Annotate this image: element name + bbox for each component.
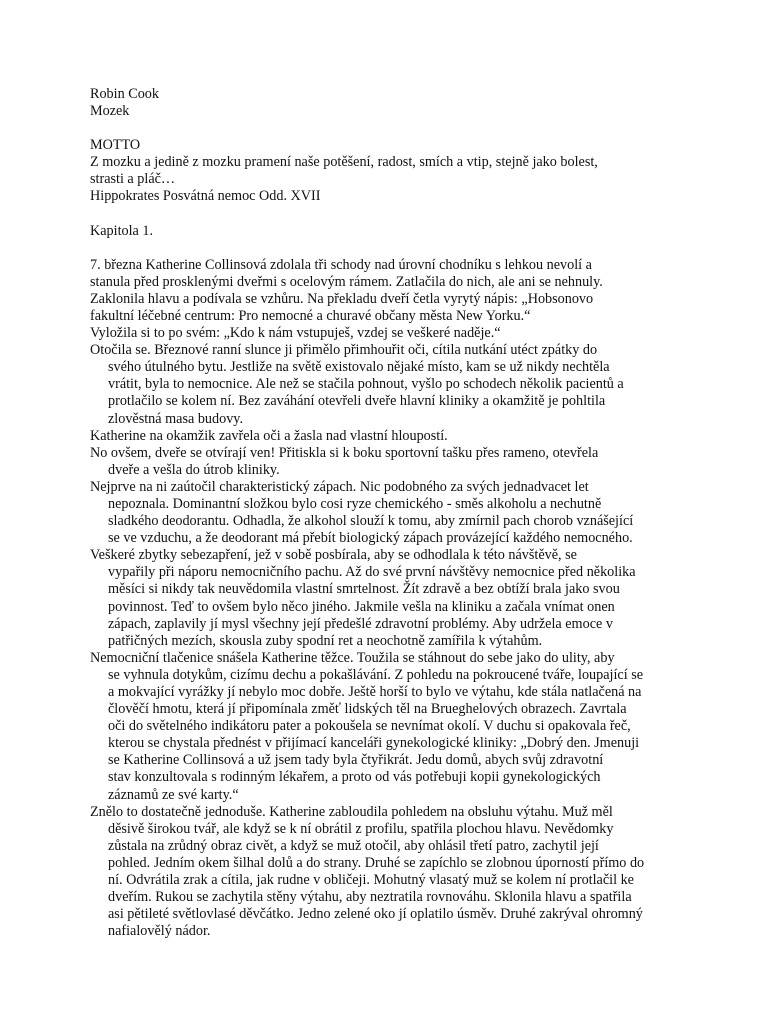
chapter-heading: Kapitola 1. [90,222,154,239]
body-text-line: a mokvající vyrážky jí nebylo moc dobře. Ještě horší to bylo ve výtahu, kde stála natlačená na [108,684,642,700]
body-text-line: zápach, zaplavily jí mysl všechny její předešlé zdravotní problémy. Aby udržela emoce v [108,615,613,632]
body-text-line: dveře a vešla do útrob kliniky. [108,461,280,478]
motto-source: Hippokrates Posvátná nemoc Odd. XVII [90,188,321,205]
body-text-line: nepoznala. Dominantní složkou bylo cosi ryze chemického - směs alkoholu a nechutně [108,495,602,512]
body-text-line: Nemocniční tlačenice snášela Katherine těžce. Toužila se stáhnout do sebe jako do ulity, aby [90,649,615,666]
body-text-line: oči do světelného indikátoru pater a pokoušela se nevnímat okolí. V duchu si opakovala řeč, [108,718,631,735]
book-title: Mozek [90,103,130,120]
body-text-line: pohled. Jedním okem šilhal dolů a do strany. Druhé se zapíchlo se zlobnou úporností přímo do [108,854,645,871]
body-text-line: fakultní léčebné centrum: Pro nemocné a churavé občany města New Yorku.“ [90,307,531,324]
body-text-line: patřičných mezích, skousla zuby spodní ret a neochotně zamířila k výtahům. [108,632,543,649]
body-text-line: svého útulného bytu. Jestliže na světě existovalo nějaké místo, kam se už nikdy nechtěla [108,359,610,376]
body-text-line: Znělo to dostatečně jednoduše. Katherine zabloudila pohledem na obsluhu výtahu. Muž měl [90,803,613,820]
body-text-line: sladkého deodorantu. Odhadla, že alkohol slouží k tomu, aby zmírnil pach chorob vznášející [108,513,634,530]
body-text-line: No ovšem, dveře se otvírají ven! Přitiskla si k boku sportovní tašku přes rameno, otevřela [90,444,599,461]
spacer [90,206,690,223]
body-text-line: Veškeré zbytky sebezapření, jež v sobě posbírala, aby se odhodlala k této návštěvě, se [90,547,577,564]
body-text-line: Vyložila si to po svém: „Kdo k nám vstupuješ, vzdej se veškeré naděje.“ [90,325,501,342]
body-text-line: Nejprve na ni zaútočil charakteristický zápach. Nic podobného za svých jednadvacet let [90,478,589,495]
body-text-line: zlověstná masa budovy. [108,410,244,427]
author-name: Robin Cook [90,86,159,102]
chapter-body [90,257,690,941]
body-text-line: vrátit, byla to nemocnice. Ale než se stačila pohnout, vyšlo po schodech několik pacientů a [108,376,624,393]
document-page [90,86,690,940]
body-text-line: nafialovělý nádor. [108,923,211,940]
body-text-line: záznamů ze své karty.“ [108,786,239,803]
body-text-line: děsivě širokou tvář, ale když se k ní obrátil z profilu, spatřila plochou hlavu. Nevědomky [108,820,614,837]
body-text-line: protlačilo se kolem ní. Bez zaváhání otevřeli dveře hlavní kliniky a okamžitě je pohltila [108,393,606,410]
body-text-line: stanula před prosklenými dveřmi s ocelovým rámem. Zatlačila do nich, ale ani se nehnuly. [90,273,603,290]
motto-quote-line: strasti a pláč… [90,171,176,188]
body-text-line: se Katherine Collinsová a už jsem tady byla čtyřikrát. Jedu domů, abych svůj zdravotní [108,752,604,769]
spacer [90,120,690,137]
body-text-line: stav konzultovala s rodinným lékařem, a proto od vás potřebuji kopii gynekologických [108,769,601,786]
body-text-line: se vyhnula dotykům, cizímu dechu a pokašlávání. Z pohledu na pokroucené tváře, loupající se [108,666,644,683]
body-text-line: kterou se chystala přednést v přijímací kanceláři gynekologické kliniky: „Dobrý den. Jmenuji [108,735,640,752]
spacer [90,240,690,257]
body-text-line: ní. Odvrátila zrak a cítila, jak rudne v obličeji. Mohutný vlasatý muž se kolem ní protlačil ke [108,872,634,889]
body-text-line: Katherine na okamžik zavřela oči a žasla nad vlastní hloupostí. [90,427,448,444]
body-text-line: povinnost. Teď to ovšem bylo něco jiného. Jakmile vešla na kliniku a začala vnímat onen [108,598,615,615]
body-text-line: Zaklonila hlavu a podívala se vzhůru. Na překladu dveří četla vyrytý nápis: „Hobsonovo [90,290,594,307]
body-text-line: měsíci si nikdy tak neuvědomila vlastní smrtelnost. Žít zdravě a bez obtíží brala jako svou [108,581,620,598]
body-text-line: 7. března Katherine Collinsová zdolala tři schody nad úrovní chodníku s lehkou nevolí a [90,256,592,273]
body-text-line: asi pětileté světlovlasé děvčátko. Jedno zelené oko jí oplatilo úsměv. Druhé zakrýval ohromný [108,906,643,923]
body-text-line: Otočila se. Březnové ranní slunce ji přimělo přimhouřit oči, cítila nutkání utéct zpátky do [90,342,598,359]
body-text-line: člověčí hmotu, která jí připomínala změť lidských těl na Brueghelových obrazech. Zavrtala [108,701,627,718]
body-text-line: zůstala na zrůdný obraz civět, a když se muž otočil, aby ohlásil třetí patro, zachytil její [108,837,599,854]
motto-heading: MOTTO [90,137,141,154]
motto-quote-line: Z mozku a jedině z mozku pramení naše potěšení, radost, smích a vtip, stejně jako bolest, [90,154,598,171]
body-text-line: se ve vzduchu, a že deodorant má přebít biologický zápach provázející každého nemocného. [108,530,633,547]
body-text-line: dveřím. Rukou se zachytila stěny výtahu, aby neztratila rovnováhu. Sklonila hlavu a spatřila [108,889,632,906]
body-text-line: vypařily při náporu nemocničního pachu. Až do své první návštěvy nemocnice před několika [108,564,636,581]
